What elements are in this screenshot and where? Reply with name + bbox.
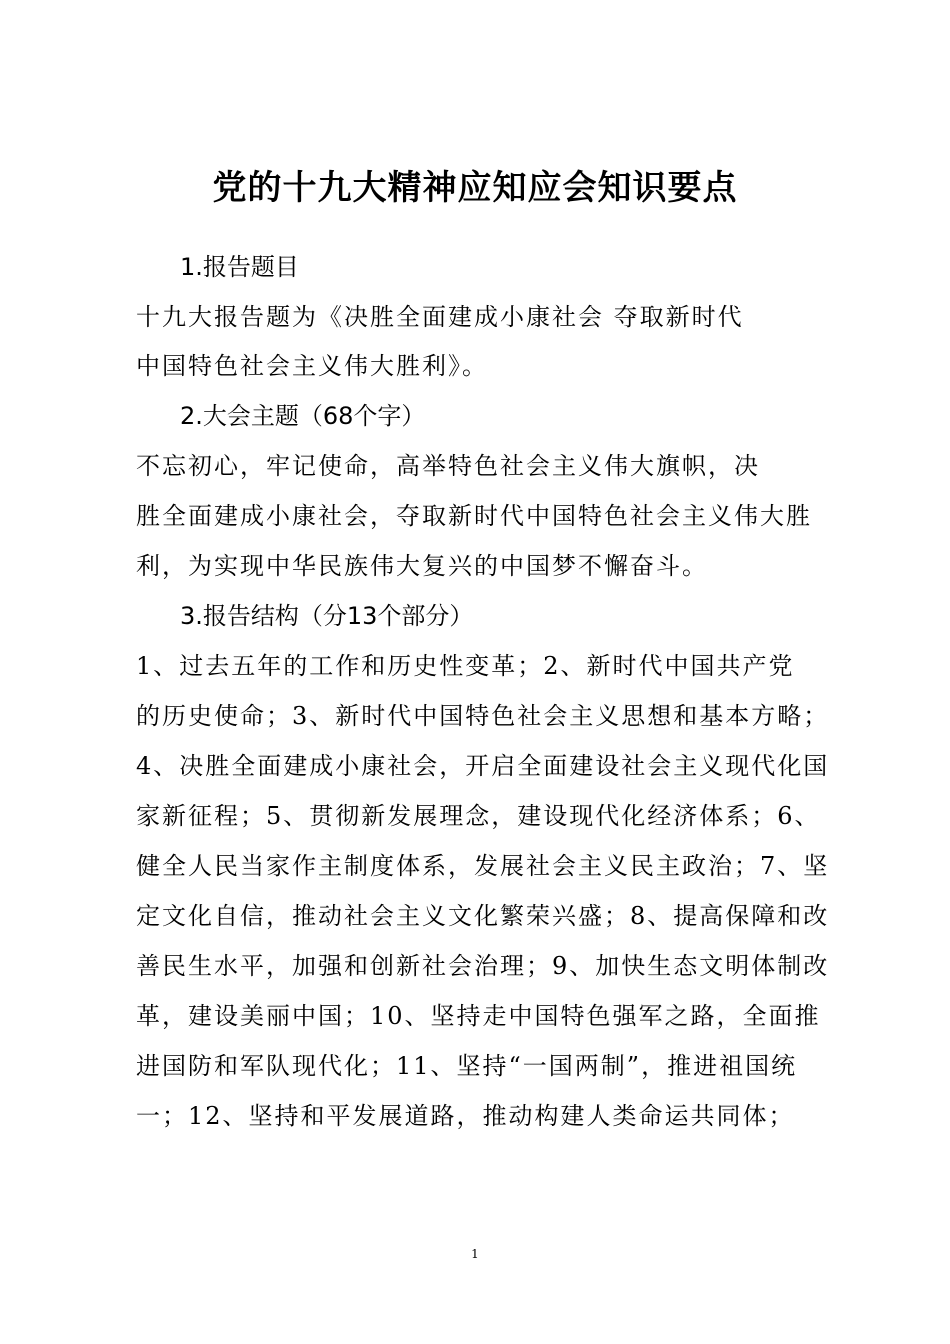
page-number: 1 bbox=[471, 1247, 479, 1261]
section-1-line-2: 中国特色社会主义伟大胜利》。 bbox=[136, 352, 488, 380]
section-3-line-6: 定文化自信，推动社会主义文化繁荣兴盛；8、提高保障和改 bbox=[136, 902, 830, 930]
section-2-line-1: 不忘初心，牢记使命，高举特色社会主义伟大旗帜，决 bbox=[136, 452, 760, 480]
section-1-line-1: 十九大报告题为《决胜全面建成小康社会 夺取新时代 bbox=[136, 303, 744, 331]
section-3-line-7: 善民生水平，加强和创新社会治理；9、加快生态文明体制改 bbox=[136, 952, 830, 980]
section-heading-report-title: 1.报告题目 bbox=[180, 253, 299, 281]
section-3-line-1: 1、过去五年的工作和历史性变革；2、新时代中国共产党 bbox=[136, 652, 795, 680]
section-2-line-3: 利，为实现中华民族伟大复兴的中国梦不懈奋斗。 bbox=[136, 552, 708, 580]
section-3-line-9: 进国防和军队现代化；11、坚持“一国两制”，推进祖国统 bbox=[136, 1052, 798, 1080]
section-2-line-2: 胜全面建成小康社会，夺取新时代中国特色社会主义伟大胜 bbox=[136, 502, 812, 530]
section-3-line-4: 家新征程；5、贯彻新发展理念，建设现代化经济体系；6、 bbox=[136, 802, 821, 830]
section-3-line-8: 革，建设美丽中国；10、坚持走中国特色强军之路，全面推 bbox=[136, 1002, 821, 1030]
section-3-line-2: 的历史使命；3、新时代中国特色社会主义思想和基本方略； bbox=[136, 702, 830, 730]
section-3-line-10: 一；12、坚持和平发展道路，推动构建人类命运共同体； bbox=[136, 1102, 795, 1130]
section-3-line-5: 健全人民当家作主制度体系，发展社会主义民主政治；7、坚 bbox=[136, 852, 830, 880]
section-3-line-3: 4、决胜全面建成小康社会，开启全面建设社会主义现代化国 bbox=[136, 752, 830, 780]
document-title: 党的十九大精神应知应会知识要点 bbox=[212, 168, 738, 208]
section-heading-report-structure: 3.报告结构（分13个部分） bbox=[180, 602, 474, 630]
section-heading-congress-theme: 2.大会主题（68个字） bbox=[180, 402, 426, 430]
